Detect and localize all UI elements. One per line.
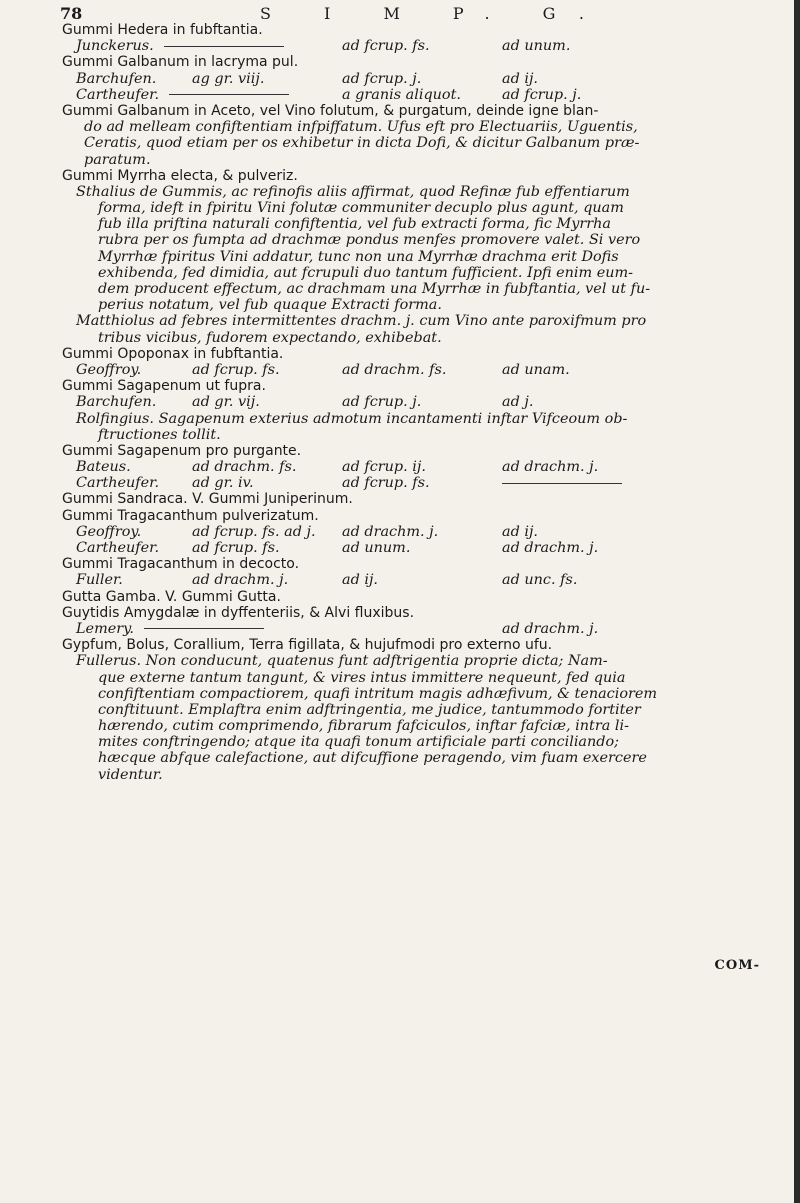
line-text: Rolfingius. Sagapenum exterius admotum incantamenti inftar Vifceoum ob- [76,410,628,427]
line-text: conftituunt. Emplaftra enim adftringentia, me judice, tantummodo fortiter [98,701,641,718]
dose-third: ad j. [502,394,534,411]
authority: Barchufen. [76,70,157,87]
dose-third: ad unum. [502,38,571,55]
text-line [62,750,762,766]
dose-second: ad fcrup. j. [342,394,422,411]
line-text: Gutta Gamba. V. Gummi Gutta. [62,588,281,605]
dose-second: ad fcrup. fs. [342,475,430,492]
line-text: fub illa priftina naturali confiftentia, vel fub extracti forma, fic Myrrha [98,216,611,233]
line-text: forma, ideft in fpiritu Vini folutæ communiter decuplo plus agunt, quam [98,200,624,217]
text-line [62,653,762,669]
text-line [62,313,762,329]
line-text: Gummi Opoponax in fubftantia. [62,345,284,362]
line-text: hærendo, cutim comprimendo, fibrarum fafciculos, inftar fafciæ, intra li- [98,718,629,735]
dose-third: ad ij. [502,70,539,87]
dose-first: ad drachm. fs. [192,459,297,476]
line-text: Gummi Galbanum in lacryma pul. [62,54,299,71]
authority: Geoffroy. [76,523,142,540]
text-line [62,87,762,103]
catchword: COM- [714,958,760,973]
text-line [62,443,762,459]
dose-second: ad fcrup. ij. [342,459,426,476]
text-line [62,734,762,750]
page-number: 78 [60,4,83,23]
text-line [62,281,762,297]
page-edge-shadow [794,0,800,1203]
authority: Bateus. [76,459,131,476]
line-text: que externe tantum tangunt, & vires intus immittere nequeunt, fed quia [98,669,626,686]
running-head: S I M P. G. [260,4,608,23]
line-text: Ceratis, quod etiam per os exhibetur in dicta Dofi, & dicitur Galbanum præ- [84,135,640,152]
text-line [62,589,762,605]
text-line [62,330,762,346]
text-line [62,168,762,184]
dash-rule [169,94,289,95]
dose-second: ad fcrup. fs. [342,38,430,55]
text-line [62,200,762,216]
line-text: Gummi Tragacanthum pulverizatum. [62,507,319,524]
dose-second: ad drachm. j. [342,523,439,540]
dash-rule [144,628,264,629]
dose-third: ad fcrup. j. [502,86,582,103]
text-line [62,346,762,362]
dose-first: ad gr. vij. [192,394,260,411]
dose-second: ad unum. [342,540,411,556]
text-line [62,265,762,281]
text-line [62,556,762,572]
text-line [62,605,762,621]
text-line [62,119,762,135]
line-text: perius notatum, vel fub quaque Extracti forma. [98,297,442,314]
dose-first: ad fcrup. fs. [192,540,280,556]
page-body [62,22,762,783]
line-text: Guytidis Amygdalæ in dyffenteriis, & Alvi fluxibus. [62,604,415,621]
line-text: confiftentiam compactiorem, quafi intritum magis adhæfivum, & tenaciorem [98,685,658,702]
line-text: Fullerus. Non conducunt, quatenus funt adftrigentia proprie dicta; Nam- [76,653,608,670]
text-line [62,540,762,556]
line-text: paratum. [84,151,151,168]
dose-first: ad gr. iv. [192,475,254,492]
text-line [62,232,762,248]
line-text: Sthalius de Gummis, ac refinofis aliis affirmat, quod Refinæ fub effentiarum [76,183,630,200]
text-line [62,38,762,54]
line-text: Myrrhæ fpiritus Vini addatur, tunc non una Myrrhæ drachma erit Dofis [98,248,619,265]
dose-third: ad unc. fs. [502,572,578,589]
dash-rule [164,46,284,47]
line-text: mites conftringendo; atque ita quafi tonum artificiale parti conciliando; [98,734,620,751]
authority: Junckerus. [76,38,154,55]
line-text: rubra per os fumpta ad drachmæ pondus menfes promovere valet. Si vero [98,232,641,249]
line-text: do ad melleam confiftentiam infpiffatum. Ufus eft pro Electuariis, Uguentis, [84,119,638,136]
text-line [62,103,762,119]
line-text: Gummi Tragacanthum in decocto. [62,556,300,573]
text-line [62,216,762,232]
dose-third: ad drachm. j. [502,540,599,556]
authority: Cartheufer. [76,475,160,492]
text-line [62,702,762,718]
dose-second: ad ij. [342,572,379,589]
text-line [62,22,762,38]
dose-second: a granis aliquot. [342,86,461,103]
dose-third: ad drachm. j. [502,459,599,476]
dose-third: ad unam. [502,361,570,378]
text-line [62,491,762,507]
text-line [62,394,762,410]
text-line [62,152,762,168]
text-line [62,411,762,427]
text-line [62,767,762,783]
text-line [62,378,762,394]
text-line [62,508,762,524]
text-line [62,686,762,702]
line-text: Gummi Myrrha electa, & pulveriz. [62,167,298,184]
line-text: videntur. [98,766,163,783]
line-text: Gummi Sagapenum ut fupra. [62,378,266,395]
dose-third: ad drachm. j. [502,620,599,637]
text-line [62,54,762,70]
text-line [62,475,762,491]
line-text: Gypfum, Bolus, Corallium, Terra figillata, & hujufmodi pro externo ufu. [62,637,553,654]
authority: Cartheufer. [76,540,160,556]
dose-third: ad ij. [502,523,539,540]
text-line [62,621,762,637]
authority: Cartheufer. [76,86,160,103]
dose-second: ad drachm. fs. [342,361,447,378]
line-text: tribus vicibus, fudorem expectando, exhibebat. [98,329,442,346]
text-line [62,297,762,313]
page-header [60,4,760,24]
authority: Geoffroy. [76,361,142,378]
line-text: Gummi Galbanum in Aceto, vel Vino folutum, & purgatum, deinde igne blan- [62,102,599,119]
text-line [62,427,762,443]
text-line [62,362,762,378]
line-text: Gummi Sagapenum pro purgante. [62,442,302,459]
text-line [62,637,762,653]
text-line [62,71,762,87]
dose-first: ad fcrup. fs. [192,361,280,378]
line-text: Gummi Sandraca. V. Gummi Juniperinum. [62,491,353,508]
dose-first: ag gr. viij. [192,70,265,87]
authority: Lemery. [76,620,134,637]
dash-rule [502,483,622,484]
text-line [62,249,762,265]
line-text: dem producent effectum, ac drachmam una Myrrhæ in fubftantia, vel ut fu- [98,281,651,297]
text-line [62,459,762,475]
text-line [62,524,762,540]
text-line [62,670,762,686]
dose-first: ad drachm. j. [192,572,289,589]
line-text: Gummi Hedera in fubftantia. [62,22,263,38]
line-text: ftructiones tollit. [98,426,221,443]
line-text: exhibenda, fed dimidia, aut fcrupuli duo tantum fufficient. Ipfi enim eum- [98,264,634,281]
authority: Fuller. [76,572,123,589]
text-line [62,572,762,588]
line-text: hæcque abfque calefactione, aut difcuffione peragendo, vim fuam exercere [98,750,647,767]
authority: Barchufen. [76,394,157,411]
line-text: Matthiolus ad febres intermittentes drachm. j. cum Vino ante paroxifmum pro [76,313,647,330]
text-line [62,718,762,734]
text-line [62,135,762,151]
dose-first: ad fcrup. fs. ad j. [192,523,316,540]
text-line [62,184,762,200]
dose-second: ad fcrup. j. [342,70,422,87]
